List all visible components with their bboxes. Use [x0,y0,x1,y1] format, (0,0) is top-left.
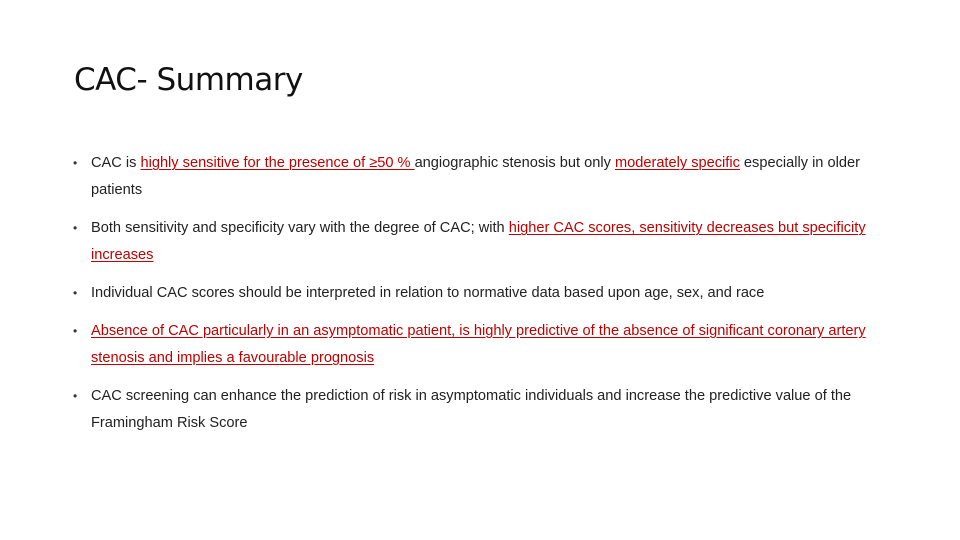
bullet-text: especially in older patients [91,155,860,198]
bullet-text: CAC is [91,155,141,171]
highlighted-text: higher CAC scores, sensitivity decreases but specificity increases [91,220,866,263]
bullet-list [72,150,892,448]
bullet-item [72,215,892,269]
bullet-text: Both sensitivity and specificity vary with the degree of CAC; with [91,220,509,236]
highlighted-text: Absence of CAC particularly in an asymptomatic patient, is highly predictive of the absence of significant coronary artery stenosis and implies a favourable prognosis [91,323,866,366]
slide-title: CAC- Summary [74,62,303,98]
bullet-item [72,150,892,204]
bullet-text: angiographic stenosis but only [414,155,615,171]
highlighted-text: highly sensitive for the presence of ≥50 % [140,155,415,171]
bullet-text: Individual CAC scores should be interpreted in relation to normative data based upon age, sex, and race [91,285,765,301]
bullet-item [72,383,892,437]
bullet-item [72,318,892,372]
highlighted-text: moderately specific [614,155,740,171]
bullet-item [72,280,892,307]
bullet-text: CAC screening can enhance the prediction of risk in asymptomatic individuals and increase the predictive value of the Framingham Risk Score [91,388,852,431]
